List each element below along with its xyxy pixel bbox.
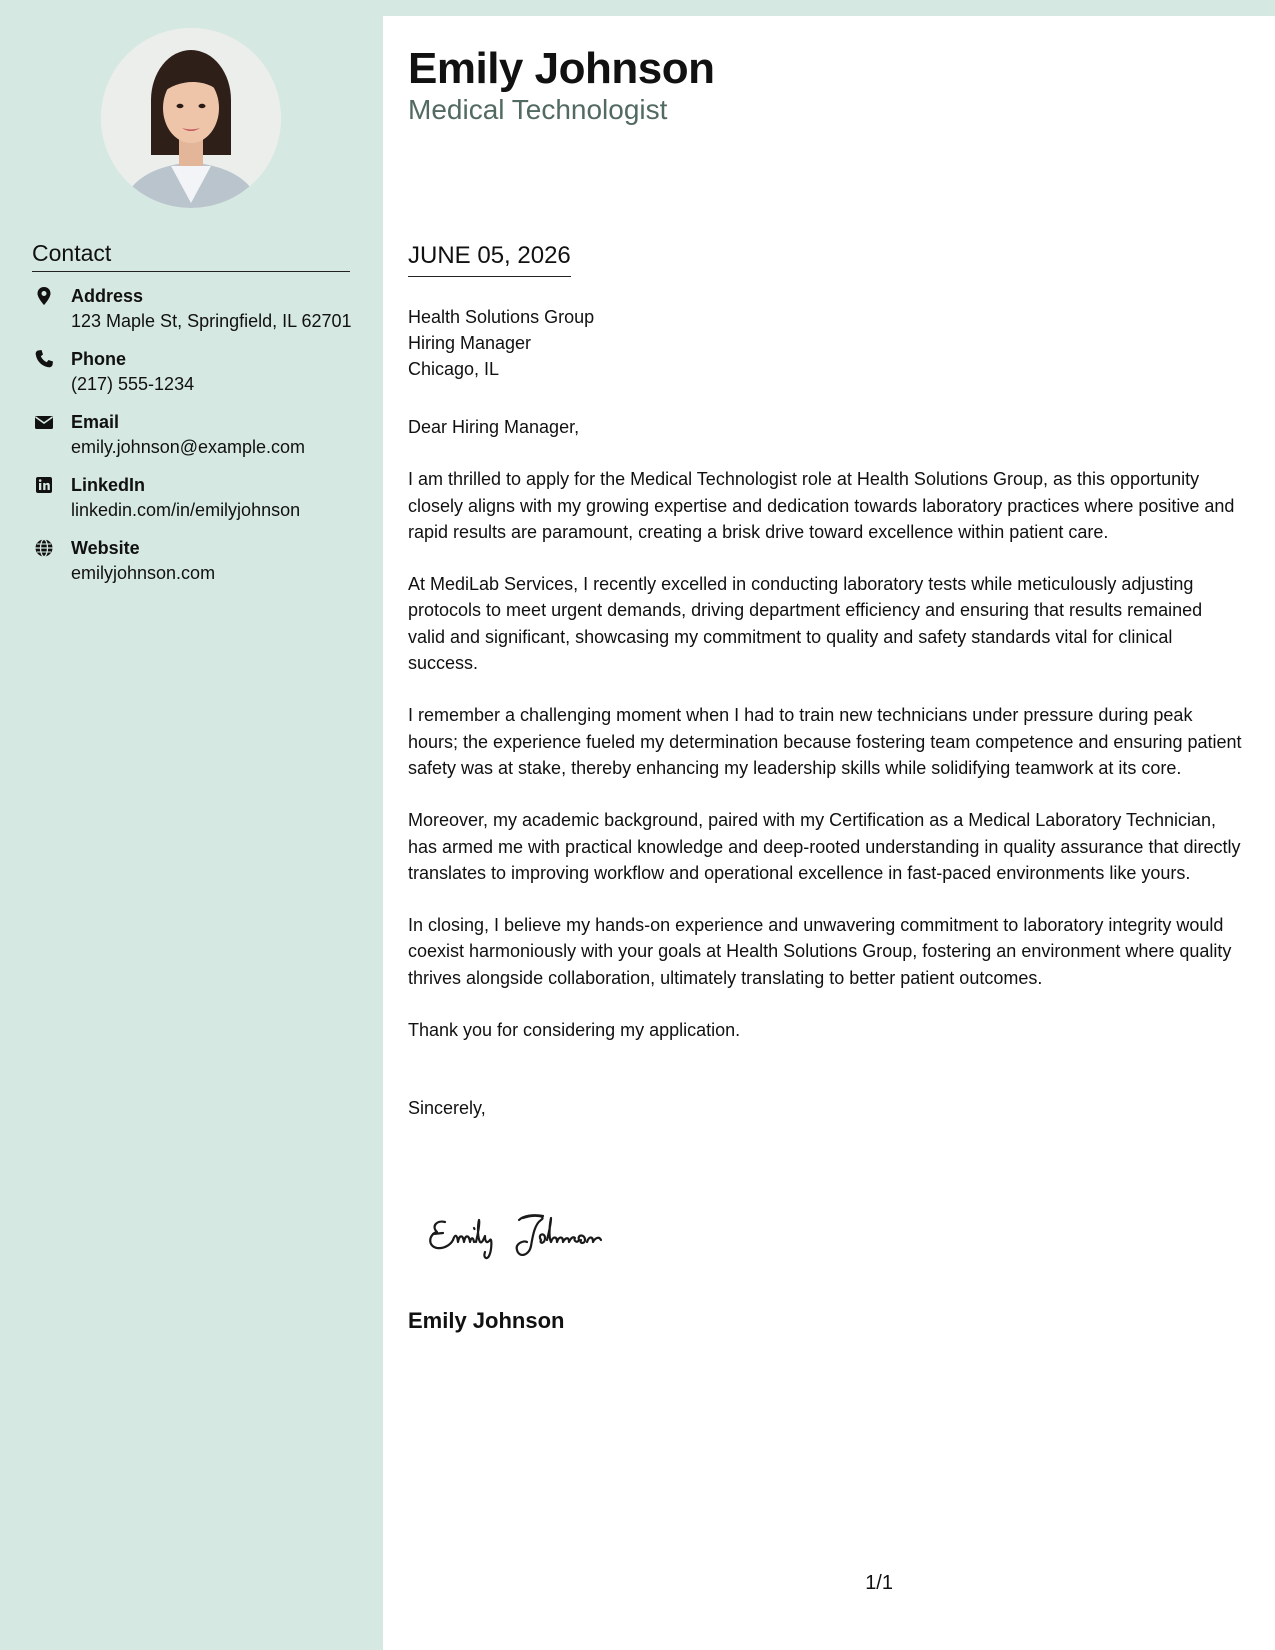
contact-item-address <box>32 284 362 334</box>
avatar-portrait <box>101 28 281 208</box>
recipient-block <box>408 304 594 382</box>
thanks-line: Thank you for considering my application. <box>408 1020 741 1041</box>
contact-item-website <box>32 536 362 586</box>
contact-label: Website <box>71 538 140 558</box>
contact-list <box>32 284 362 599</box>
contact-label: Phone <box>71 349 127 369</box>
contact-label: Email <box>71 412 120 432</box>
page-number: 1/1 <box>865 1572 893 1594</box>
recipient-location: Chicago, IL <box>408 359 500 379</box>
contact-heading: Contact <box>32 240 350 272</box>
salutation: Dear Hiring Manager, <box>408 417 580 437</box>
contact-item-email <box>32 410 362 460</box>
closing: Sincerely, <box>408 1098 486 1119</box>
paragraph: Moreover, my academic background, paired with my Certification as a Medical Laboratory Technician, has armed me with practical knowledge and deep-rooted understanding in quality assurance that directly translates to improving workflow and operational excellence in fast-paced environments like yours. <box>408 810 1241 883</box>
contact-label: Address <box>71 286 144 306</box>
phone-icon <box>34 349 54 369</box>
paragraph: In closing, I believe my hands-on experience and unwavering commitment to laboratory integrity would coexist harmoniously with your goals at Health Solutions Group, fostering an environment where quality thrives alongside collaboration, ultimately translating to better patient outcomes. <box>408 915 1232 988</box>
signer-name: Emily Johnson <box>408 1308 565 1333</box>
linkedin-value: linkedin.com/in/emilyjohnson <box>71 500 301 520</box>
email-value: emily.johnson@example.com <box>71 437 306 457</box>
linkedin-icon <box>34 475 54 495</box>
phone-value: (217) 555-1234 <box>71 374 195 394</box>
location-pin-icon <box>34 286 54 306</box>
contact-item-linkedin <box>32 473 362 523</box>
avatar <box>101 28 281 208</box>
sidebar <box>0 0 383 1650</box>
applicant-job-title: Medical Technologist <box>408 94 668 125</box>
letter-date: JUNE 05, 2026 <box>408 242 571 277</box>
paragraph: I remember a challenging moment when I had to train new technicians under pressure during peak hours; the experience fueled my determination because fostering team competence and ensuring patient safety was at stake, thereby enhancing my leadership skills while solidifying teamwork at its core. <box>408 705 1242 778</box>
paragraph: At MediLab Services, I recently excelled in conducting laboratory tests while meticulously adjusting protocols to meet urgent demands, driving department efficiency and ensuring that results remained valid and significant, showcasing my commitment to quality and safety standards vital for clinical success. <box>408 574 1203 674</box>
globe-icon <box>34 538 54 558</box>
letter-body <box>383 16 1275 1650</box>
paragraph: I am thrilled to apply for the Medical Technologist role at Health Solutions Group, as this opportunity closely aligns with my growing expertise and dedication towards laboratory practices where positive and rapid results are paramount, creating a brisk drive toward excellence within patient care. <box>408 469 1235 542</box>
website-value: emilyjohnson.com <box>71 563 216 583</box>
recipient-company: Health Solutions Group <box>408 307 595 327</box>
contact-label: LinkedIn <box>71 475 146 495</box>
applicant-name: Emily Johnson <box>408 44 715 93</box>
recipient-role: Hiring Manager <box>408 333 532 353</box>
address-value: 123 Maple St, Springfield, IL 62701 <box>71 311 352 331</box>
contact-item-phone <box>32 347 362 397</box>
letter-content <box>408 414 1244 1148</box>
envelope-icon <box>34 412 54 432</box>
signature-image <box>423 1204 663 1264</box>
